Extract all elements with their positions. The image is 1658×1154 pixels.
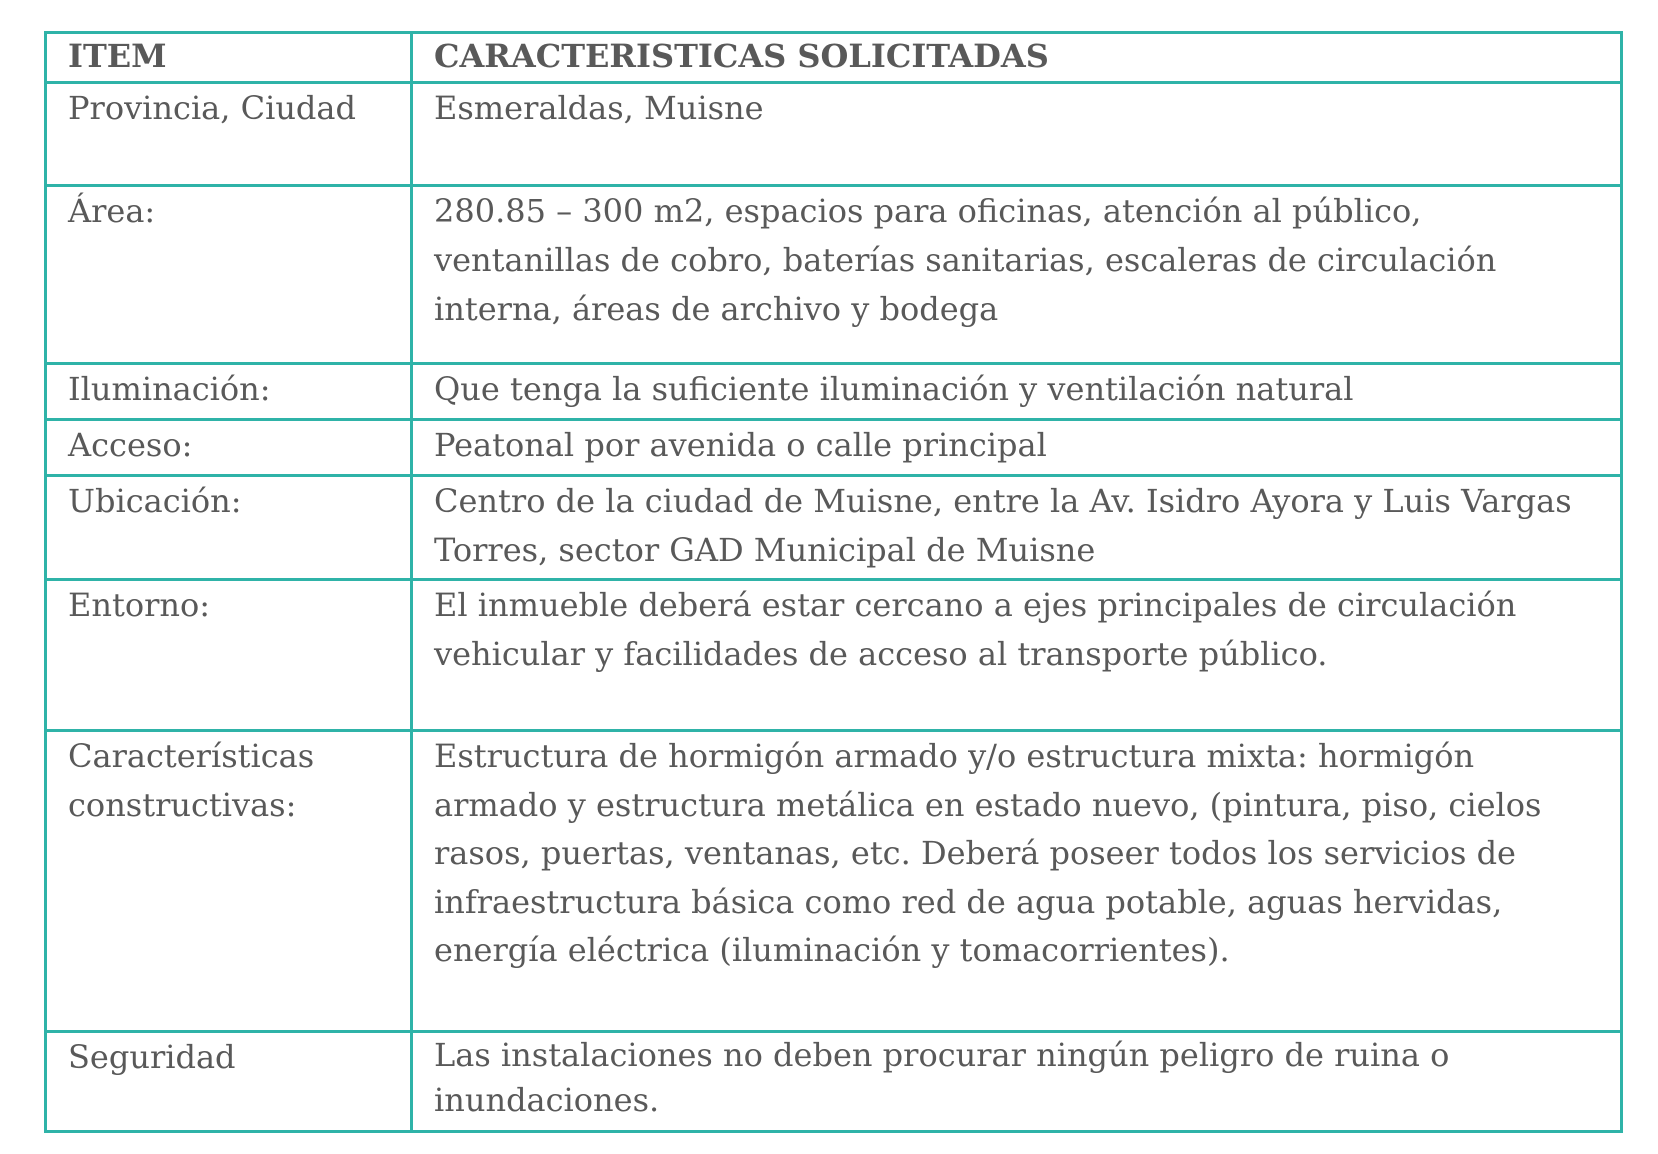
row-value: Esmeraldas, Muisne	[412, 83, 1622, 186]
row-value: Que tenga la suficiente iluminación y ventilación natural	[412, 364, 1622, 420]
row-item-label: Provincia, Ciudad	[46, 83, 412, 186]
header-characteristics: CARACTERISTICAS SOLICITADAS	[412, 33, 1622, 83]
row-item-label: Entorno:	[46, 580, 412, 731]
row-value: Centro de la ciudad de Muisne, entre la Av. Isidro Ayora y Luis Vargas Torres, sector GAD Municipal de Muisne	[412, 476, 1622, 580]
table-row	[46, 364, 1622, 420]
row-item-label: Características constructivas:	[46, 731, 412, 1032]
row-item-label: Área:	[46, 186, 412, 364]
row-value: Estructura de hormigón armado y/o estructura mixta: hormigón armado y estructura metálica en estado nuevo, (pintura, piso, cielos rasos, puertas, ventanas, etc. Deberá poseer todos los servicios de infraestructura básica como red de agua potable, aguas hervidas, energía eléctrica (iluminación y tomacorrientes).	[412, 731, 1622, 1032]
row-value: Las instalaciones no deben procurar ningún peligro de ruina o inundaciones.	[412, 1032, 1622, 1132]
row-item-label: Acceso:	[46, 420, 412, 476]
table-row	[46, 186, 1622, 364]
requirements-table	[44, 31, 1623, 1133]
table-row	[46, 476, 1622, 580]
table-row	[46, 1032, 1622, 1132]
row-item-label: Seguridad	[46, 1032, 412, 1132]
row-item-label: Iluminación:	[46, 364, 412, 420]
table-header-row	[46, 33, 1622, 83]
row-value: Peatonal por avenida o calle principal	[412, 420, 1622, 476]
table-row	[46, 731, 1622, 1032]
table-row	[46, 580, 1622, 731]
table-row	[46, 420, 1622, 476]
table-row	[46, 83, 1622, 186]
row-item-label: Ubicación:	[46, 476, 412, 580]
row-value: 280.85 – 300 m2, espacios para oficinas, atención al público, ventanillas de cobro, baterías sanitarias, escaleras de circulación interna, áreas de archivo y bodega	[412, 186, 1622, 364]
row-value: El inmueble deberá estar cercano a ejes principales de circulación vehicular y facilidades de acceso al transporte público.	[412, 580, 1622, 731]
header-item: ITEM	[46, 33, 412, 83]
